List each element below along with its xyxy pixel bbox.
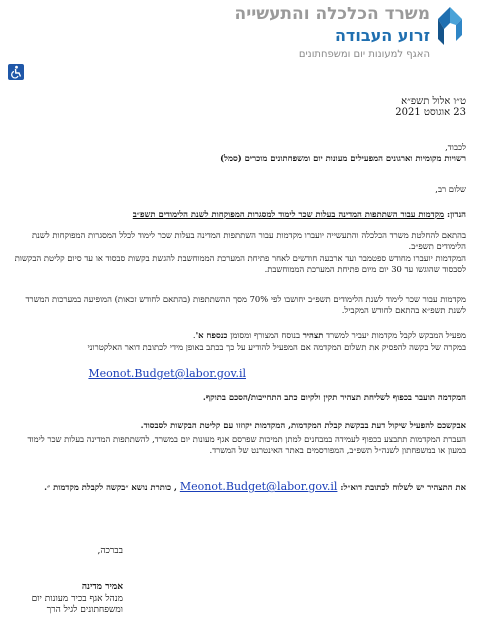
signature-title-1: מנהל אגף בכיר מעונות יום [31,594,123,604]
email-link-2[interactable]: Meonot.Budget@labor.gov.il [179,480,338,493]
paragraph-2: המקדמות יועברו מחודש ספטמבר ועד ארבעה חודשים לאחר פתיחת המערכת הממוחשבת להגשת בקשות סבסוד או עד סיום קליטת הבקשות לסבסוד שהוגשו עד 30 יום מיום פתיחת המערכת הממוחשבת. [14,253,466,275]
p4-text-e: . [192,330,196,340]
signature-name: אמיר מדינה [81,582,123,592]
paragraph-1: בהתאם להחלטת משרד הכלכלה והתעשייה יועברו מקדמות עבור השתתפות המדינה בעלות שכר לימוד לכלל המסגרות המפוקחות לשנת הלימודים תשפ״ב. [32,230,466,252]
paragraph-7: אבקשכם להפעיל שיקול דעת בבקשת קבלת המקדמות, המקדמות יקוזזו עם קליטת הבקשות לסבסוד. [140,420,466,430]
email-link-1[interactable] [88,362,246,381]
ministry-title: משרד הכלכלה והתעשייה [234,4,430,24]
paragraph-6: המקדמה תועבר בכפוף לשליחת תצהיר תקין ולקיום כתב התחייבות/הסכם בתוקף. [202,392,466,402]
recipient-line: רשויות מקומיות וארגונים המפעילים מעונות יום ומשפחתונים מוכרים (סמל) [220,153,466,163]
signature-title-2: ומשפחתונים לגיל הרך [46,605,123,615]
recipient-to: לכבוד, [445,142,466,152]
p9-text-a: את התצהיר יש לשלוח לכתובת דוא״ל: [337,482,466,492]
greeting: שלום רב, [435,184,466,194]
arm-title: זרוע העבודה [334,26,430,45]
gregorian-date: 23 אוגוסט 2021 [395,107,466,118]
accessibility-icon[interactable] [8,64,24,80]
p4-affidavit: תצהיר [302,330,324,340]
p4-text-c: בנוסח המצורף ומסומן [227,330,303,340]
paragraph-4 [12,330,466,341]
ministry-logo-icon [436,5,464,61]
p9-text-c: , כותרת נושא ״בקשה לקבלת מקדמות ״. [44,482,180,492]
closing: בברכה, [97,546,123,556]
subject-text: מקדמות עבור השתתפות המדינה בעלות שכר לימוד למסגרות המפוקחות לשנת הלימודים תשפ״ב [132,209,445,219]
p4-appendix: כנספח א' [195,330,228,340]
department-title: האגף למעונות יום ומשפחתונים [298,49,430,60]
subject-line [12,209,466,220]
paragraph-5: במקרה של בקשה להפסיק את תשלום המקדמה אם המפעיל להודיע על כך בכתב באופן מידי לכתובת דואר האלקטרוני [87,342,466,352]
email-link-1-text[interactable]: Meonot.Budget@labor.gov.il [88,367,246,380]
hebrew-date: ט״ו אלול תשפ״א [401,96,466,107]
paragraph-8: העברת המקדמות תתבצע בכפוף לעמידה במבחנים למתן תמיכות שפרסם אגף מעונות יום במשרד, להשתתפות המדינה בעלות שכר לימוד במעון או במשפחתון לשנה״ל תשפ״ב, המפורסמים באתר האינטרנט של המשרד. [27,434,466,456]
subject-label: הנדון: [447,209,466,219]
paragraph-9 [12,481,466,493]
paragraph-3: מקדמות עבור שכר לימוד לשנת הלימודים תשפ״ב יחושבו לפי 70% מסך ההשתתפות (בהתאם לחודש זכאות) המופיעה במערכות המשרד לשנת תשפ״א בהתאם לחודש המקביל. [25,294,466,316]
p4-text-a: מפעיל המבקש לקבל מקדמות יעביר למשרד [323,330,466,340]
